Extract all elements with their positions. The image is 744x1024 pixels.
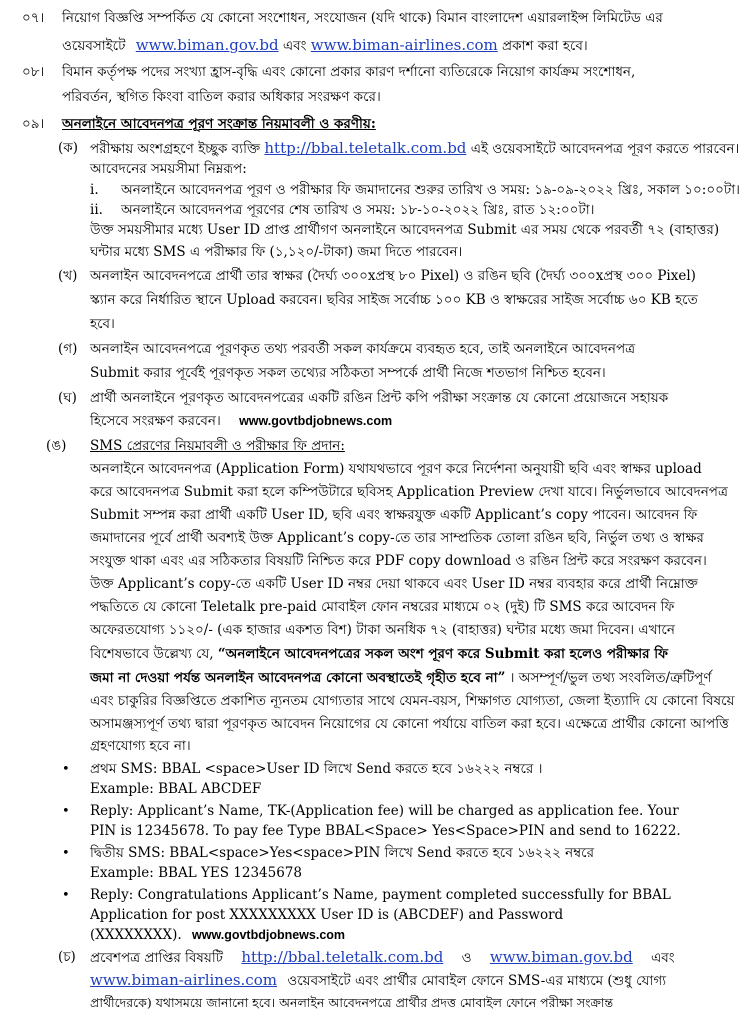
roman-ii: ii. — [90, 202, 103, 218]
item-08-line-1: বিমান কর্তৃপক্ষ পদের সংখ্যা হ্রাস-বৃদ্ধি এবং কোনো প্রকার কারণ দর্শানো ব্যতিরেকে নিয়োগ কার্যক্রম সংশোধন, — [62, 64, 636, 80]
uma-notice-bold-2: জমা না দেওয়া পর্যন্ত অনলাইন আবেদনপত্র কোনো অবস্থাতেই গৃহীত হবে না” — [90, 670, 506, 686]
sub-item-label-cha: (চ) — [58, 949, 76, 965]
item-07-text: ওয়েবসাইটে — [62, 38, 126, 54]
gha-line-1: প্রার্থী অনলাইনে পূরণকৃত আবেদনপত্রের একটি রঙিন প্রিন্ট কপি পরীক্ষা সংক্রান্ত যে কোনো প্রয়োজনে সহায়ক — [90, 390, 669, 406]
ga-line-1: অনলাইন আবেদনপত্রে পূরণকৃত তথ্য পরবর্তী সকল কার্যক্রমে ব্যবহৃত হবে, তাই অনলাইনে আবেদনপত্র — [90, 341, 636, 357]
kha-line-2: স্ক্যান করে নির্ধারিত স্থানে Upload করবেন। ছবির সাইজ সর্বোচ্চ ১০০ KB ও স্বাক্ষরের সাইজ সর্বোচ্চ ৬০ KB হতে — [90, 292, 698, 308]
watermark-text: www.govtbdjobnews.com — [239, 414, 393, 428]
sub-item-label-ka: (ক) — [58, 140, 78, 156]
sub-item-label-uma: (ঙ) — [46, 438, 67, 454]
reply-2-line-2: Application for post XXXXXXXXX User ID is (ABCDEF) and Password — [90, 907, 564, 923]
cha-line-2 — [90, 972, 666, 990]
biman-airlines-link[interactable]: www.biman-airlines.com — [90, 971, 277, 989]
second-sms-line: দ্বিতীয় SMS: BBAL<space>Yes<space>PIN লিখে Send করতে হবে ১৬২২২ নম্বরে — [90, 845, 595, 861]
gha-text: হিসেবে সংরক্ষণ করবেন। — [90, 413, 221, 429]
watermark-text: www.govtbdjobnews.com — [192, 928, 346, 942]
uma-para-line-5: সংযুক্ত থাকা এবং এর সঠিকতার বিষয়টি নিশ্চিত করে PDF copy download ও রঙিন প্রিন্ট করে সংরক্ষণ করবেন। — [90, 553, 707, 569]
reply-1-line-1: Reply: Applicant’s Name, TK-(Application fee) will be charged as application fee. Your — [90, 803, 679, 819]
cha-and-1: ও — [461, 950, 472, 966]
uma-para-line-11: এবং চাকুরির বিজ্ঞপ্তিতে প্রকাশিত ন্যূনতম যোগ্যতার সাথে যেমন-বয়স, শিক্ষাগত যোগ্যতা, জেলা ইত্যাদি যে কোনো বিষয়ে — [90, 693, 735, 709]
cha-and-2: এবং — [651, 950, 675, 966]
ka-line-2: আবেদনের সময়সীমা নিম্নরূপ: — [90, 161, 247, 177]
item-07-tail: প্রকাশ করা হবে। — [502, 38, 588, 54]
sms-heading: SMS প্রেরণের নিয়মাবলী ও পরীক্ষার ফি প্রদান: — [90, 438, 345, 454]
uma-notice-bold-1: “অনলাইনে আবেদনপত্রের সকল অংশ পূরণ করে Submit করা হলেও পরীক্ষার ফি — [217, 646, 669, 662]
biman-gov-link[interactable]: www.biman.gov.bd — [135, 36, 279, 54]
ka-text: পরীক্ষায় অংশগ্রহণে ইচ্ছুক ব্যক্তি — [90, 141, 261, 157]
ga-line-2: Submit করার পূর্বেই পূরণকৃত সকল তথ্যের সঠিকতা সম্পর্কে প্রার্থী নিজে শতভাগ নিশ্চিত হবেন। — [90, 365, 606, 381]
first-sms-example: Example: BBAL ABCDEF — [90, 781, 262, 797]
kha-line-3: হবে। — [90, 316, 115, 332]
reply-1-line-2: PIN is 12345678. To pay fee Type BBAL<Space> Yes<Space>PIN and send to 16222. — [90, 823, 681, 839]
first-sms-line: প্রথম SMS: BBAL <space>User ID লিখে Send করতে হবে ১৬২২২ নম্বরে । — [90, 761, 543, 777]
second-sms-example: Example: BBAL YES 12345678 — [90, 865, 302, 881]
uma-para-line-1: অনলাইনে আবেদনপত্র (Application Form) যথাযথভাবে পূরণ করে নির্দেশনা অনুযায়ী ছবি এবং স্বাক্ষর upload — [90, 461, 702, 477]
kha-line-1: অনলাইন আবেদনপত্রে প্রার্থী তার স্বাক্ষর (দৈর্ঘ্য ৩০০xপ্রস্থ ৮০ Pixel) ও রঙিন ছবি (দৈর্ঘ্য ৩০০xপ্রস্থ ৩০০ Pixel) — [90, 268, 696, 284]
uma-para-line-7: পদ্ধতিতে যে কোনো Teletalk pre-paid মোবাইল ফোন নম্বরের মাধ্যমে ০২ (দুই) টি SMS করে আবেদন ফি — [90, 599, 675, 615]
cha-line-1 — [90, 949, 675, 967]
item-number-09: ০৯। — [22, 116, 45, 132]
section-heading-online-application: অনলাইনে আবেদনপত্র পূরণ সংক্রান্ত নিয়মাবলী ও করণীয়: — [62, 116, 376, 132]
item-08-line-2: পরিবর্তন, স্থগিত কিংবা বাতিল করার অধিকার সংরক্ষণ করে। — [62, 89, 381, 105]
biman-gov-link[interactable]: www.biman.gov.bd — [489, 948, 633, 966]
ka-line-1 — [90, 140, 739, 158]
item-number-07: ০৭। — [22, 10, 45, 26]
uma-para-line-3: Submit সম্পন্ন করা প্রার্থী একটি User ID, ছবি এবং স্বাক্ষরযুক্ত একটি Applicant’s copy পাবেন। আবেদন ফি — [90, 507, 698, 523]
gha-line-2 — [90, 413, 392, 430]
uma-para-line-8: অফেরতযোগ্য ১১২০/- (এক হাজার একশত বিশ) টাকা অনধিক ৭২ (বাহাত্তর) ঘন্টার মধ্যে জমা দিবেন। এখানে — [90, 622, 675, 638]
item-07-line-1: নিয়োগ বিজ্ঞপ্তি সম্পর্কিত যে কোনো সংশোধন, সংযোজন (যদি থাকে) বিমান বাংলাদেশ এয়ারলাইন্স লিমিটেড এর — [62, 10, 663, 26]
uma-para-line-4: জমাদানের পূর্বে প্রার্থী অবশ্যই উক্ত Applicant’s copy-তে তার সাম্প্রতিক তোলা রঙিন ছবি, নির্ভুল তথ্য ও স্বাক্ষর — [90, 530, 704, 546]
ka-line-6: ঘন্টার মধ্যে SMS এ পরীক্ষার ফি (১,১২০/-টাকা) জমা দিতে পারবেন। — [90, 244, 463, 260]
uma-para-line-6: উক্ত Applicant’s copy-তে একটি User ID নম্বর দেয়া থাকবে এবং User ID নম্বর ব্যবহার করে প্রার্থী নিম্নোক্ত — [90, 576, 698, 592]
item-07-line-2 — [62, 37, 588, 55]
ka-text-tail: এই ওয়েবসাইটে আবেদনপত্র পূরণ করতে পারবেন। — [470, 141, 740, 157]
bullet-icon: • — [62, 888, 70, 903]
cha-text-2: ওয়েবসাইটে এবং প্রার্থীর মোবাইল ফোনে SMS-এর মাধ্যমে (শুধু যোগ্য — [287, 973, 667, 989]
uma-para-line-9 — [90, 646, 668, 663]
sub-item-label-ga: (গ) — [58, 341, 78, 357]
bullet-icon: • — [62, 846, 70, 861]
biman-airlines-link[interactable]: www.biman-airlines.com — [310, 36, 498, 54]
sub-item-label-gha: (ঘ) — [58, 390, 77, 406]
cha-text: প্রবেশপত্র প্রাপ্তির বিষয়টি — [90, 950, 224, 966]
bullet-icon: • — [62, 804, 70, 819]
uma-para-line-2: করে আবেদনপত্র Submit করা হলে কম্পিউটারে ছবিসহ Application Preview দেখা যাবে। নির্ভুলভাবে আবেদনপত্র — [90, 484, 728, 500]
item-07-and: এবং — [282, 38, 307, 54]
item-number-08: ০৮। — [22, 64, 45, 80]
reply-2-line-1: Reply: Congratulations Applicant’s Name, payment completed successfully for BBAL — [90, 887, 671, 903]
bullet-icon: • — [62, 762, 70, 777]
uma-para-line-10 — [90, 670, 711, 687]
uma-para-line-13: গ্রহণযোগ্য হবে না। — [90, 738, 191, 754]
ka-end-date: অনলাইনে আবেদনপত্র পূরণের শেষ তারিখ ও সময়: ১৮-১০-২০২২ খ্রিঃ, রাত ১২:০০টা। — [121, 202, 595, 218]
cha-line-3: প্রার্থীদেরকে) যথাসময়ে জানানো হবে। অনলাইন আবেদনপত্রে প্রার্থীর প্রদত্ত মোবাইল ফোনে পরীক্ষা সংক্রান্ত — [90, 995, 614, 1010]
ka-start-date: অনলাইনে আবেদনপত্র পূরণ ও পরীক্ষার ফি জমাদানের শুরুর তারিখ ও সময়: ১৯-০৯-২০২২ খ্রিঃ, সকাল ১০:০০টা। — [121, 182, 740, 198]
reply-2-password: (XXXXXXXX). — [90, 927, 182, 943]
roman-i: i. — [90, 182, 99, 198]
reply-2-line-3 — [90, 927, 345, 944]
ka-line-5: উক্ত সময়সীমার মধ্যে User ID প্রাপ্ত প্রার্থীগণ অনলাইনে আবেদনপত্র Submit এর সময় থেকে পরবর্তী ৭২ (বাহাত্তর) — [90, 222, 720, 238]
sub-item-label-kha: (খ) — [58, 268, 78, 284]
uma-notice-tail: । অসম্পূর্ণ/ভুল তথ্য সংবলিত/ত্রুটিপূর্ণ — [509, 670, 712, 686]
uma-notice-intro: বিশেষভাবে উল্লেখ্য যে, — [90, 646, 214, 662]
teletalk-link[interactable]: http://bbal.teletalk.com.bd — [241, 948, 444, 966]
teletalk-link[interactable]: http://bbal.teletalk.com.bd — [264, 139, 467, 157]
uma-para-line-12: অসামঞ্জস্যপূর্ণ তথ্য দ্বারা পূরণকৃত আবেদন নিয়োগের যে কোনো পর্যায়ে বাতিল করা হবে। এক্ষেত্রে প্রার্থীর কোনো আপত্তি — [90, 716, 729, 732]
